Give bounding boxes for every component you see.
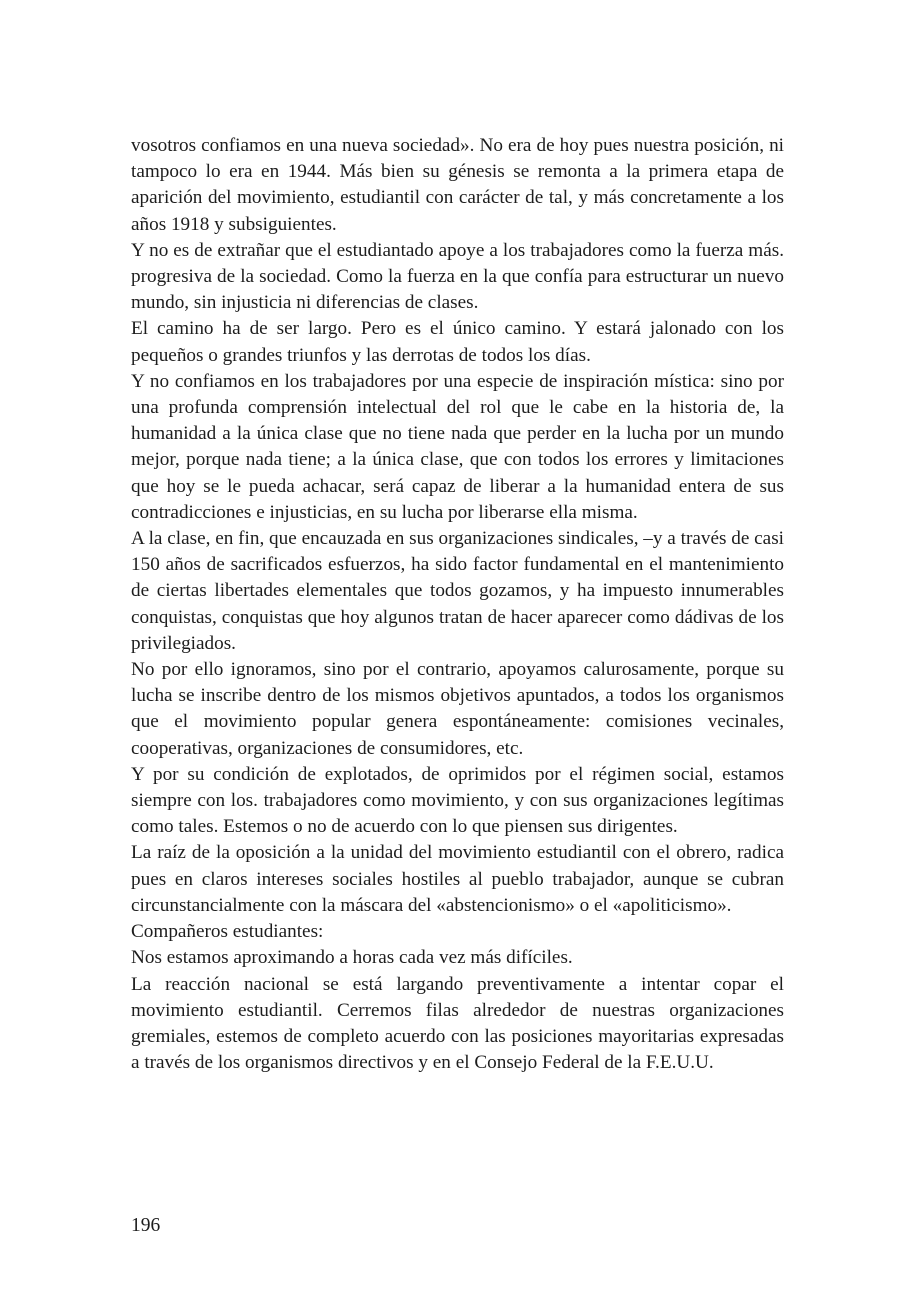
paragraph: A la clase, en fin, que encauzada en sus organizaciones sindicales, –y a través de casi 150 años de sacrificados esfuerzos, ha sido factor fundamental en el mantenimiento de ciertas libertades elementales que todos gozamos, y ha impuesto innumerables conquistas, conquistas que hoy algunos tratan de hacer aparecer como dádivas de los privilegiados. xyxy=(131,528,784,654)
page-number: 196 xyxy=(131,1215,161,1236)
paragraph: Y no es de extrañar que el estudiantado apoye a los trabajadores como la fuerza más. progresiva de la sociedad. Como la fuerza en la que confía para estructurar un nuevo mundo, sin injusticia ni diferencias de clases. xyxy=(131,239,784,314)
paragraph: Compañeros estudiantes: xyxy=(131,921,324,943)
paragraph: La raíz de la oposición a la unidad del movimiento estudiantil con el obrero, radica pues en claros intereses sociales hostiles al pueblo trabajador, aunque se cubran circunstancialmente con la máscara del «abstencionismo» o el «apoliticismo». xyxy=(131,842,784,916)
paragraph: No por ello ignoramos, sino por el contrario, apoyamos calurosamente, porque su lucha se inscribe dentro de los mismos objetivos apuntados, a todos los organismos que el movimiento popular genera espontáneamente: comisiones vecinales, cooperativas, organizaciones de consumidores, etc. xyxy=(131,659,784,759)
paragraph: El camino ha de ser largo. Pero es el único camino. Y estará jalonado con los pequeños o grandes triunfos y las derrotas de todos los días. xyxy=(131,318,784,366)
paragraph: vosotros confiamos en una nueva sociedad». No era de hoy pues nuestra posición, ni tampoco lo era en 1944. Más bien su génesis se remonta a la primera etapa de aparición del movimiento, estudiantil con carácter de tal, y más concretamente a los años 1918 y subsiguientes. xyxy=(131,135,784,235)
paragraph: La reacción nacional se está largando preventivamente a intentar copar el movimiento estudiantil. Cerremos filas alrededor de nuestras organizaciones gremiales, estemos de completo acuerdo con las posiciones mayoritarias expresadas a través de los organismos directivos y en el Consejo Federal de la F.E.U.U. xyxy=(131,973,784,1074)
paragraph: Nos estamos aproximando a horas cada vez más difíciles. xyxy=(131,947,573,969)
paragraph: Y por su condición de explotados, de oprimidos por el régimen social, estamos siempre con los. trabajadores como movimiento, y con sus organizaciones legítimas como tales. Estemos o no de acuerdo con lo que piensen sus dirigentes. xyxy=(131,763,784,838)
body-text xyxy=(131,133,784,1076)
paragraph: Y no confiamos en los trabajadores por una especie de inspiración mística: sino por una profunda comprensión intelectual del rol que le cabe en la historia de, la humanidad a la única clase que no tiene nada que perder en la lucha por un mundo mejor, porque nada tiene; a la única clase, que con todos los errores y limitaciones que hoy se le pueda achacar, será capaz de liberar a la humanidad entera de sus contradicciones e injusticias, en su lucha por liberarse ella misma. xyxy=(131,370,784,523)
